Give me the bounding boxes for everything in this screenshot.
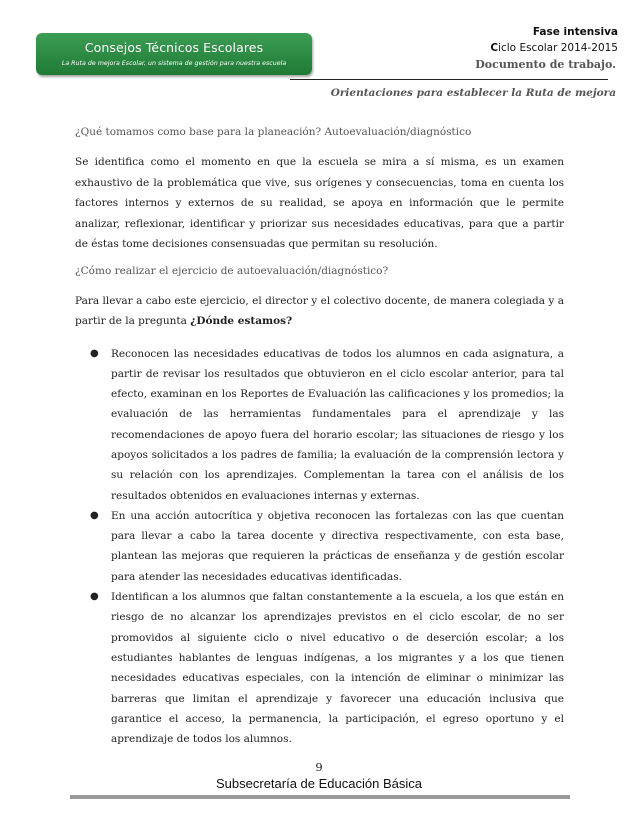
paragraph-1: Se identifica como el momento en que la escuela se mira a sí misma, es un examen exhaustivo de la problemática que vive, sus orígenes y consecuencias, toma en cuenta los factores internos y externos de su realidad, se apoya en información que le permite analizar, reflexionar, identificar y priorizar sus necesidades educativas, para que a partir de éstas tome decisiones consensuadas que permitan su resolución. bbox=[75, 156, 564, 250]
header-divider bbox=[290, 79, 608, 80]
bullet-icon: ● bbox=[90, 591, 99, 603]
paragraph-2 bbox=[75, 291, 564, 332]
list-item-text: En una acción autocrítica y objetiva reconocen las fortalezas con las que cuentan para llevar a cabo la tarea docente y directiva respectivamente, con esta base, plantean las mejoras que requieren la prácticas de enseñanza y de gestión escolar para atender las necesidades educativas identificadas. bbox=[111, 509, 564, 583]
phase-label: Fase intensiva bbox=[532, 26, 618, 38]
bullet-icon: ● bbox=[90, 347, 99, 359]
list-item-text: Identifican a los alumnos que faltan constantemente a la escuela, a los que están en riesgo de no alcanzar los aprendizajes previstos en el ciclo escolar, de no ser promovidos al siguiente ciclo o nivel educativo o de deserción escolar; a los estudiantes hablantes de lenguas indígenas, a los migrantes y a los que tienen necesidades educativas especiales, con la intención de eliminar o minimizar las barreras que limitan el aprendizaje y favorecer una educación inclusiva que garantice el acceso, la permanencia, la participación, el egreso oportuno y el aprendizaje de todos los alumnos. bbox=[111, 591, 564, 746]
school-cycle bbox=[490, 42, 618, 54]
list-item bbox=[90, 587, 564, 749]
badge-title: Consejos Técnicos Escolares bbox=[84, 40, 264, 55]
bullet-icon: ● bbox=[90, 509, 99, 521]
document-body bbox=[75, 122, 564, 749]
badge-subtitle: La Ruta de mejora Escolar, un sistema de gestión para nuestra escuela bbox=[61, 60, 287, 67]
list-item bbox=[90, 344, 564, 506]
paragraph-2-text: Para llevar a cabo este ejercicio, el director y el colectivo docente, de manera colegiada y a partir de la pregunta bbox=[75, 294, 564, 327]
paragraph-2-bold: ¿Dónde estamos? bbox=[190, 315, 293, 327]
footer-institution: Subsecretaría de Educación Básica bbox=[216, 776, 422, 791]
question-heading-2: ¿Cómo realizar el ejercicio de autoevaluación/diagnóstico? bbox=[75, 264, 389, 277]
bullet-list bbox=[75, 344, 564, 750]
footer-divider bbox=[70, 795, 570, 799]
school-cycle-text: iclo Escolar 2014-2015 bbox=[498, 42, 618, 54]
header-badge bbox=[36, 33, 312, 75]
page-number: 9 bbox=[315, 760, 323, 774]
section-title: Orientaciones para establecer la Ruta de mejora bbox=[330, 87, 616, 99]
list-item bbox=[90, 506, 564, 587]
list-item-text: Reconocen las necesidades educativas de todos los alumnos en cada asignatura, a partir de revisar los resultados que obtuvieron en el ciclo escolar anterior, para tal efecto, examinan en los Reportes de Evaluación las calificaciones y los promedios; la evaluación de las herramientas fundamentales para el aprendizaje y las recomendaciones de apoyo fuera del horario escolar; las situaciones de riesgo y los apoyos solicitados a los padres de familia; la evaluación de la comprensión lectora y su relación con los aprendizajes. Complementan la tarea con el análisis de los resultados obtenidos en evaluaciones internas y externas. bbox=[111, 347, 564, 502]
school-cycle-initial: C bbox=[490, 42, 499, 54]
document-type: Documento de trabajo. bbox=[475, 58, 616, 71]
question-heading-1: ¿Qué tomamos como base para la planeación? Autoevaluación/diagnóstico bbox=[75, 126, 472, 138]
